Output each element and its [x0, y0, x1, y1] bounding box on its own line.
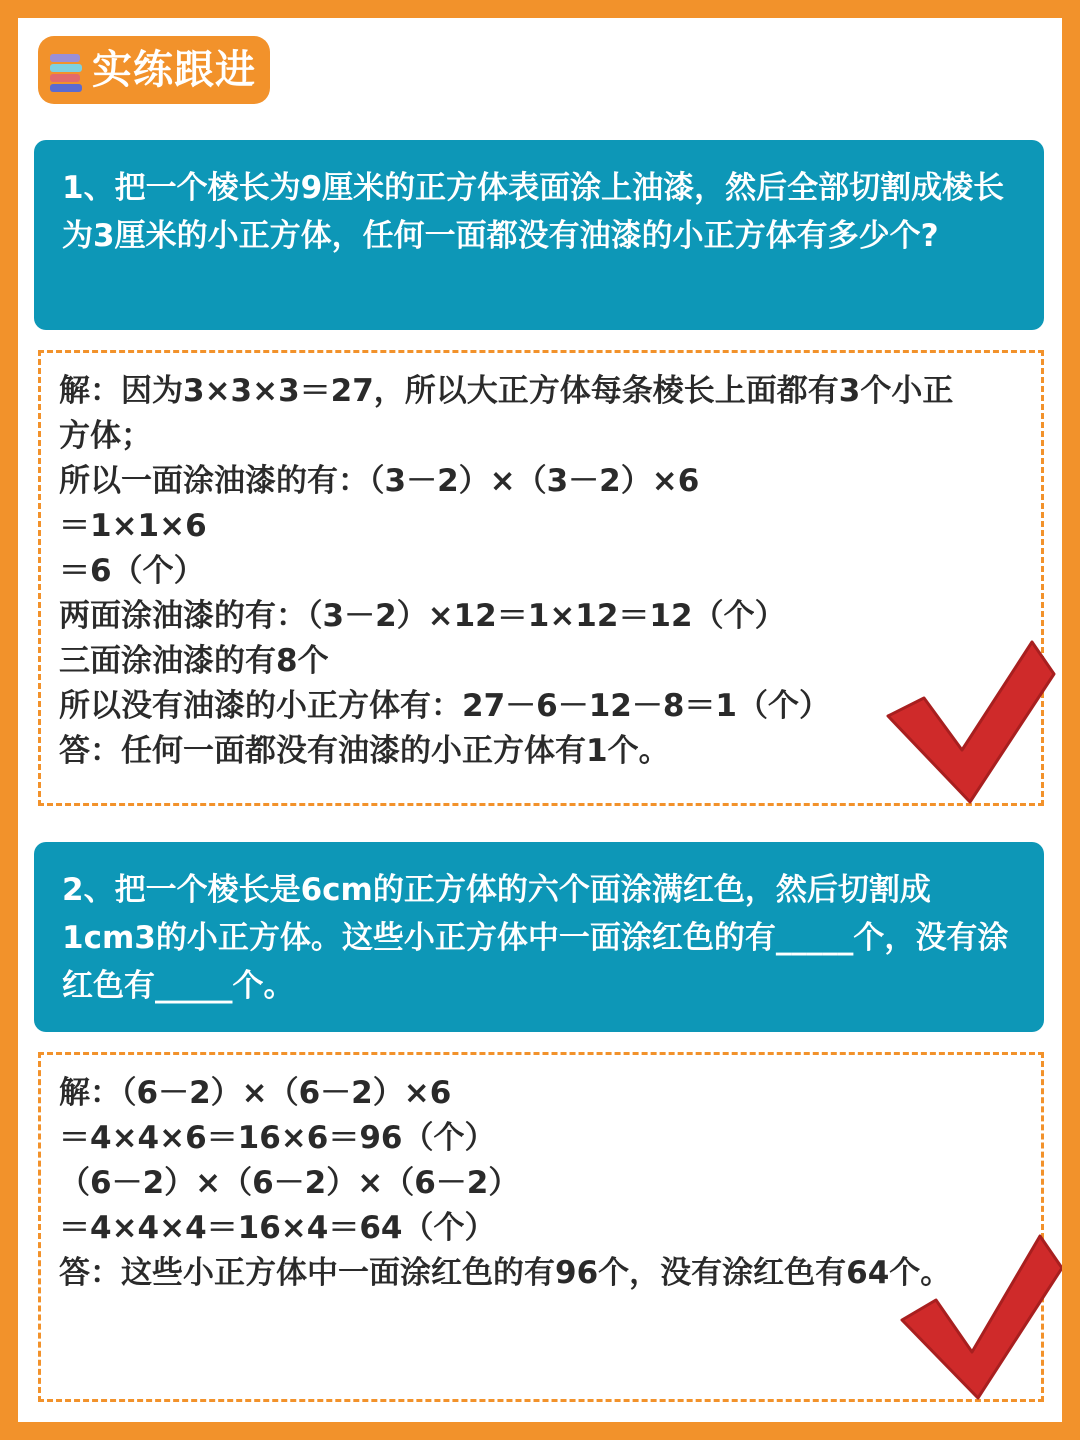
solution-2-box	[38, 1052, 1044, 1402]
solution-1-line: 三面涂油漆的有8个	[59, 643, 329, 679]
solution-2-line: ＝4×4×4＝16×4＝64（个）	[59, 1210, 496, 1246]
solution-1-line: ＝6（个）	[59, 553, 205, 589]
solution-1-line: 所以没有油漆的小正方体有：27－6－12－8＝1（个）	[59, 688, 830, 724]
checkmark-icon	[884, 634, 1058, 806]
section-header-badge	[38, 36, 270, 104]
section-title: 实练跟进	[92, 47, 256, 93]
question-2-box	[34, 842, 1044, 1032]
question-1-text: 1、把一个棱长为9厘米的正方体表面涂上油漆，然后全部切割成棱长为3厘米的小正方体，任何一面都没有油漆的小正方体有多少个?	[62, 170, 1005, 254]
solution-2-line: 解：（6－2）×（6－2）×6	[59, 1075, 452, 1111]
page	[18, 18, 1062, 1422]
solution-1-line: 两面涂油漆的有：（3－2）×12＝1×12＝12（个）	[59, 598, 786, 634]
solution-2-line: （6－2）×（6－2）×（6－2）	[59, 1165, 520, 1201]
checkmark-icon	[898, 1230, 1062, 1402]
solution-1-line: ＝1×1×6	[59, 508, 207, 544]
solution-1-line: 答：任何一面都没有油漆的小正方体有1个。	[59, 733, 670, 769]
solution-1-line: 所以一面涂油漆的有：（3－2）×（3－2）×6	[59, 463, 700, 499]
solution-2-line: ＝4×4×6＝16×6＝96（个）	[59, 1120, 496, 1156]
question-2-text: 2、把一个棱长是6cm的正方体的六个面涂满红色，然后切割成1cm3的小正方体。这些小正方体中一面涂红色的有_____个，没有涂红色有_____个。	[62, 872, 1009, 1004]
solution-2-line: 答：这些小正方体中一面涂红色的有96个，没有涂红色有64个。	[59, 1255, 952, 1291]
question-1-box	[34, 140, 1044, 330]
solution-1-line: 解：因为3×3×3＝27，所以大正方体每条棱长上面都有3个小正方体；	[59, 373, 954, 454]
stacked-books-icon	[48, 48, 86, 92]
